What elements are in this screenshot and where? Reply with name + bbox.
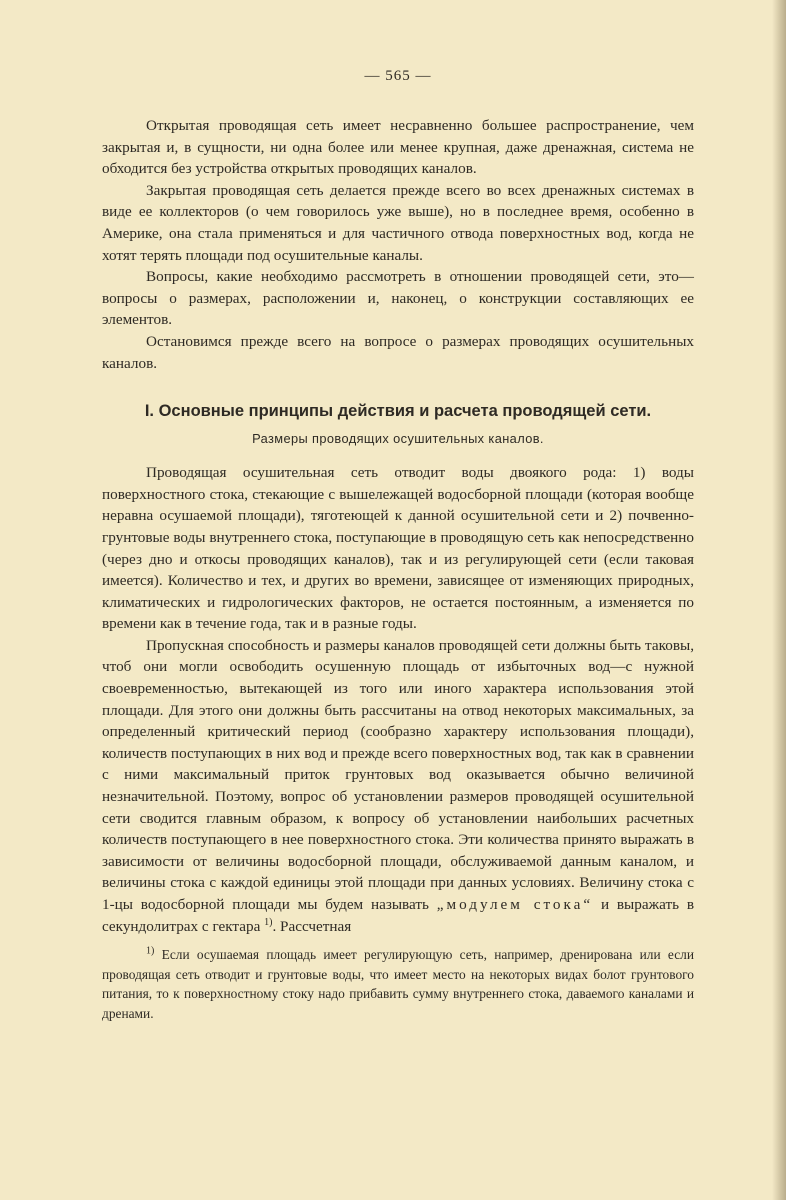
modulus-term: „модулем стока“ <box>436 896 594 913</box>
page-number: — 565 — <box>364 68 432 84</box>
modulus-end: . Рассчетная <box>272 917 352 935</box>
footnote-marker: 1) <box>146 945 155 957</box>
page-content <box>102 68 694 1024</box>
paragraph-sizes-intro: Остановимся прежде всего на вопросе о размерах проводящих осушительных каналов. <box>102 332 694 372</box>
paragraph-capacity <box>102 635 694 937</box>
paragraph-water-types: Проводящая осушительная сеть отводит воды двоякого рода: 1) воды поверхностного стока, стекающие с вышележащей водосборной площади (которая вообще неравна осушаемой площади), тяготеющей к данной осушительной сети и 2) почвенно-грунтовые воды внутреннего стока, поступающие в проводящую сеть как непосредственно (через дно и откосы проводящих каналов), так и из регулирующей сети (если таковая имеется). Количество и тех, и других во времени, зависящее от изменяющих природных, климатических и гидрологических факторов, не остается постоянным, а изменяется по времени как в течение года, так и в разные годы. <box>102 464 694 633</box>
section-heading: I. Основные принципы действия и расчета проводящей сети. <box>144 402 652 421</box>
footnote <box>102 945 694 1023</box>
paragraph-open-network: Открытая проводящая сеть имеет несравненно большее распространение, чем закрытая и, в сущности, ни одна более или менее крупная, даже дренажная, система не обходится без устройства открытых проводящих каналов. <box>102 117 694 178</box>
modulus-tail: и выражать в секундолитрах с гектара <box>102 896 695 935</box>
page-edge-shadow <box>772 0 786 1200</box>
footnote-text: Если осушаемая площадь имеет регулирующую сеть, например, дренирована или если проводящая сеть отводит и грунтовые воды, что имеет место на некоторых видах болот грунтового питания, то к поверхностному стоку надо прибавить сумму внутреннего стока, даваемого каналами и дренами. <box>102 947 694 1021</box>
section-subheading: Размеры проводящих осушительных каналов. <box>252 431 544 447</box>
paragraph-questions: Вопросы, какие необходимо рассмотреть в отношении проводящей сети, это—вопросы о размерах, расположении и, наконец, о конструкции составляющих ее элементов. <box>102 268 694 329</box>
footnote-reference: 1) <box>264 916 273 928</box>
paragraph-capacity-text: Пропускная способность и размеры каналов проводящей сети должны быть таковы, чтоб они могли освободить осушенную площадь от избыточных вод—с нужной своевременностью, вытекающей из того или иного характера использования этой площади. Для этого они должны быть рассчитаны на отвод некоторых максимальных, за определенный критический период (сообразно характеру использования площади), количеств поступающих в них вод и прежде всего поверхностных вод, так как в сравнении с ними максимальный приток грунтовых вод оказывается обычно величиной незначительной. Поэтому, вопрос об установлении размеров проводящей осушительной сети сводится главным образом, к вопросу об установлении наибольших расчетных количеств поступающего в нее поверхностного стока. Эти количества принято выражать в зависимости от величины водосборной площади, обслуживаемой данным каналом, и величины стока с каждой единицы этой площади при данных условиях. Величину стока с 1-цы водосборной площади мы будем называть <box>102 636 694 913</box>
paragraph-closed-network: Закрытая проводящая сеть делается прежде всего во всех дренажных системах в виде ее коллекторов (о чем говорилось уже выше), но в последнее время, особенно в Америке, она стала применяться и для частичного отвода поверхностных вод, когда не хотят терять площади под осушительные каналы. <box>102 181 694 264</box>
